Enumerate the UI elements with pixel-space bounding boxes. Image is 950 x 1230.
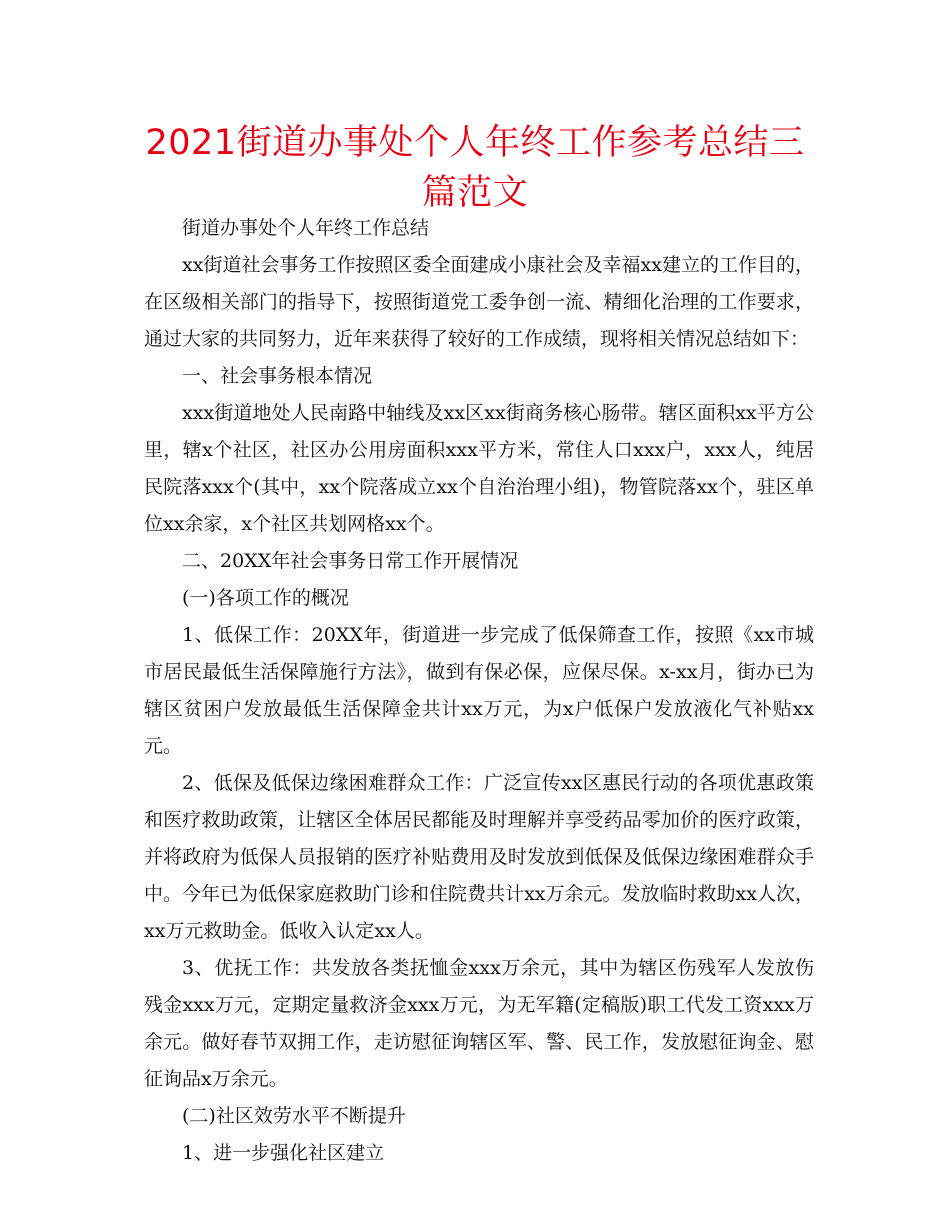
subsection-heading: (二)社区效劳水平不断提升 [182, 1105, 406, 1127]
subsection-heading: (一)各项工作的概况 [182, 587, 349, 609]
section-heading: 二、20XX年社会事务日常工作开展情况 [182, 550, 519, 572]
section-heading: 一、社会事务根本情况 [182, 365, 373, 387]
paragraph: 1、低保工作：20XX年，街道进一步完成了低保筛查工作，按照《xx市城市居民最低生活保障施行方法》，做到有保必保，应保尽保。x-xx月，街办已为辖区贫困户发放最低生活保障金共计xx万元，为x户低保户发放液化气补贴xx元。 [144, 624, 814, 757]
section-heading: 街道办事处个人年终工作总结 [182, 217, 430, 239]
paragraph: xx街道社会事务工作按照区委全面建成小康社会及幸福xx建立的工作目的，在区级相关部门的指导下，按照街道党工委争创一流、精细化治理的工作要求，通过大家的共同努力，近年来获得了较好的工作成绩，现将相关情况总结如下： [144, 254, 814, 350]
paragraph: 3、优抚工作：共发放各类抚恤金xxx万余元，其中为辖区伤残军人发放伤残金xxx万元，定期定量救济金xxx万元，为无军籍(定稿版)职工代发工资xxx万余元。做好春节双拥工作，走访慰征询辖区军、警、民工作，发放慰征询金、慰征询品x万余元。 [144, 957, 814, 1090]
paragraph: xxx街道地处人民南路中轴线及xx区xx街商务核心肠带。辖区面积xx平方公里，辖x个社区，社区办公用房面积xxx平方米，常住人口xxx户，xxx人，纯居民院落xxx个(其中，xx个院落成立xx个自治治理小组)，物管院落xx个，驻区单位xx余家，x个社区共划网格xx个。 [144, 402, 814, 535]
paragraph: 2、低保及低保边缘困难群众工作：广泛宣传xx区惠民行动的各项优惠政策和医疗救助政策，让辖区全体居民都能及时理解并享受药品零加价的医疗政策，并将政府为低保人员报销的医疗补贴费用及时发放到低保及低保边缘困难群众手中。今年已为低保家庭救助门诊和住院费共计xx万余元。发放临时救助xx人次，xx万元救助金。低收入认定xx人。 [144, 772, 814, 942]
subsection-heading: 1、进一步强化社区建立 [182, 1142, 385, 1164]
document-title: 2021街道办事处个人年终工作参考总结三篇范文 [145, 123, 805, 213]
document-body [144, 210, 814, 1172]
